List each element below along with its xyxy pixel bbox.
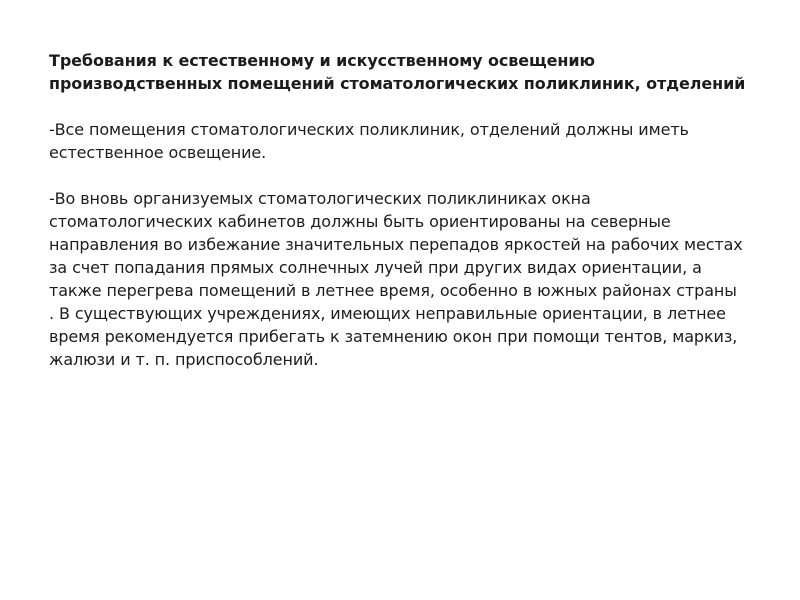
paragraph-window-orientation: -Во вновь организуемых стоматологических поликлиниках окна стоматологических кабинетов должны быть ориентированы на северные направления во избежание значительных перепадов яркостей на рабочих местах за счет попадания прямых солнечных лучей при других видах ориентации, а также перегрева помещений в летнее время, особенно в южных районах страны	[49, 189, 743, 300]
paragraph-natural-lighting: -Все помещения стоматологических поликлиник, отделений должны иметь естественное освещение.	[49, 120, 689, 162]
slide-title: Требования к естественному и искусственному освещению производственных помещений стоматологических поликлиник, отделений	[49, 51, 746, 93]
paragraph-window-shading: . В существующих учреждениях, имеющих неправильные ориентации, в летнее время рекомендуется прибегать к затемнению окон при помощи тентов, маркиз, жалюзи и т. п. приспособлений.	[49, 304, 738, 369]
slide-text-block	[49, 49, 754, 371]
